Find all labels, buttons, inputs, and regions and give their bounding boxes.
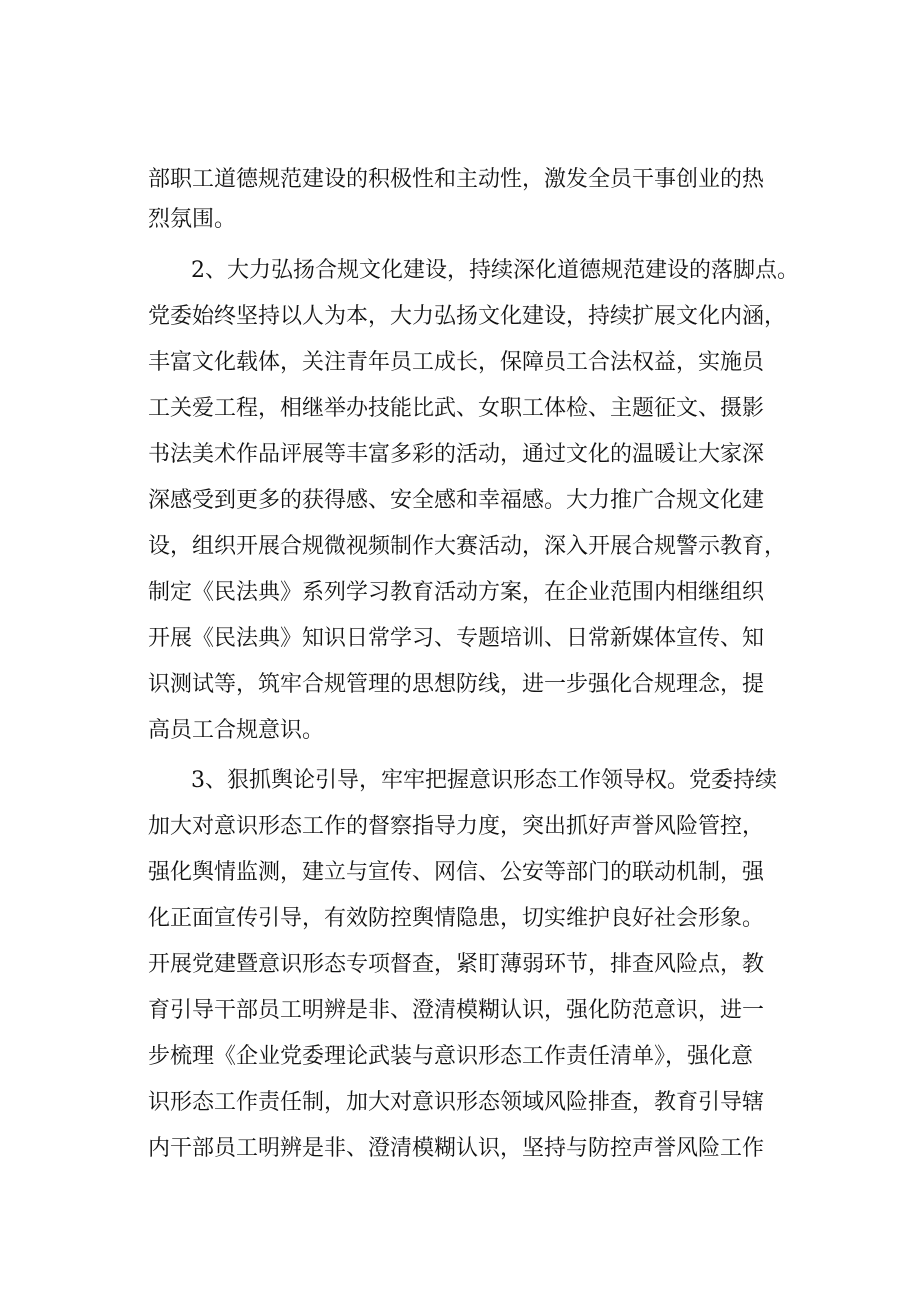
text-line: 2、大力弘扬合规文化建设，持续深化道德规范建设的落脚点。 [191, 258, 799, 283]
text-line: 内干部员工明辨是非、澄清模糊认识，坚持与防控声誉风险工作 [148, 1136, 765, 1161]
text-line: 开展《民法典》知识日常学习、专题培训、日常新媒体宣传、知 [148, 626, 765, 651]
text-line: 育引导干部员工明辨是非、澄清模糊认识，强化防范意识，进一 [148, 998, 765, 1023]
text-line: 烈氛围。 [148, 207, 237, 232]
text-line: 丰富文化载体，关注青年员工成长，保障员工合法权益，实施员 [148, 350, 765, 375]
text-line: 识形态工作责任制，加大对意识形态领域风险排查，教育引导辖 [148, 1090, 765, 1115]
text-line: 高员工合规意识。 [148, 718, 325, 743]
text-line: 开展党建暨意识形态专项督查，紧盯薄弱环节，排查风险点，教 [148, 952, 765, 977]
text-line: 工关爱工程，相继举办技能比武、女职工体检、主题征文、摄影 [148, 396, 765, 421]
text-line: 3、狠抓舆论引导，牢牢把握意识形态工作领导权。党委持续 [191, 768, 777, 793]
text-line: 制定《民法典》系列学习教育活动方案，在企业范围内相继组织 [148, 580, 765, 605]
text-line: 化正面宣传引导，有效防控舆情隐患，切实维护良好社会形象。 [148, 906, 765, 931]
text-line: 部职工道德规范建设的积极性和主动性，激发全员干事创业的热 [148, 167, 765, 192]
text-line: 识测试等，筑牢合规管理的思想防线，进一步强化合规理念，提 [148, 672, 765, 697]
text-line: 书法美术作品评展等丰富多彩的活动，通过文化的温暖让大家深 [148, 442, 765, 467]
text-line: 党委始终坚持以人为本，大力弘扬文化建设，持续扩展文化内涵， [148, 304, 787, 329]
text-line: 深感受到更多的获得感、安全感和幸福感。大力推广合规文化建 [148, 488, 765, 513]
text-line: 加大对意识形态工作的督察指导力度，突出抓好声誉风险管控， [148, 814, 765, 839]
text-line: 步梳理《企业党委理论武装与意识形态工作责任清单》，强化意 [148, 1044, 754, 1069]
text-line: 强化舆情监测，建立与宣传、网信、公安等部门的联动机制，强 [148, 860, 765, 885]
text-line: 设，组织开展合规微视频制作大赛活动，深入开展合规警示教育， [148, 534, 787, 559]
